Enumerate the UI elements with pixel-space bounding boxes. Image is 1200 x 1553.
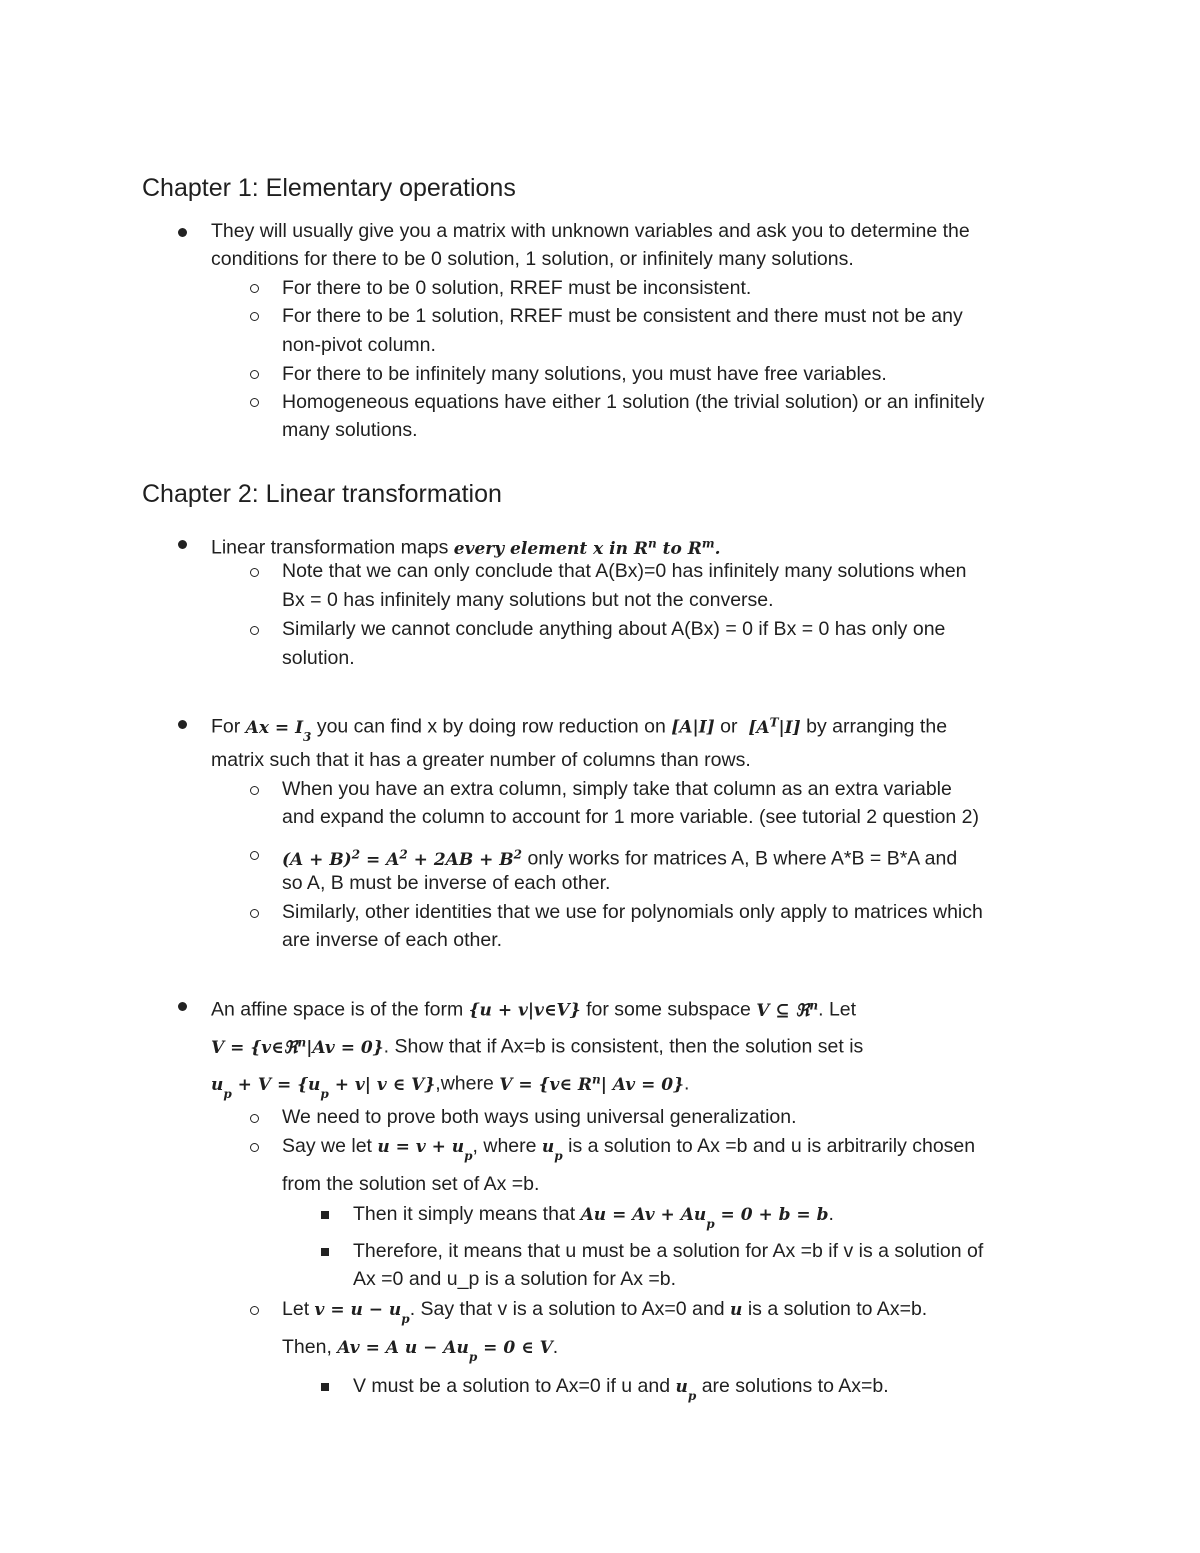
text: . bbox=[552, 1336, 559, 1358]
ch2-linear-map-line bbox=[211, 531, 721, 561]
ch2-sub-line: so A, B must be inverse of each other. bbox=[282, 872, 611, 894]
text: you can find x by doing row reduction on bbox=[316, 715, 666, 738]
ch2-sub-line bbox=[282, 1297, 927, 1331]
math-expression: [A|I] bbox=[671, 717, 715, 738]
chapter-2-heading: Chapter 2: Linear transformation bbox=[142, 480, 502, 508]
bullet-icon bbox=[178, 1002, 187, 1011]
ch1-sub-line: For there to be 0 solution, RREF must be inconsistent. bbox=[282, 277, 752, 299]
ch2-affine-line bbox=[211, 1030, 863, 1060]
math-expression: $u_p + V = \{u_p + v|$ v ∈ V} bbox=[211, 1074, 436, 1101]
math-expression: $(A + B)^2 = A^2 + 2AB + B^2$ bbox=[282, 847, 523, 870]
ch2-sub-line: Similarly, other identities that we use for polynomials only apply to matrices which bbox=[282, 901, 983, 923]
math-expression: $u_p$ bbox=[541, 1137, 563, 1163]
sub-sub-bullet-icon bbox=[321, 1248, 329, 1256]
ch2-subsub-line: Ax =0 and u_p is a solution for Ax =b. bbox=[353, 1268, 677, 1290]
ch1-sub-line: many solutions. bbox=[282, 419, 418, 441]
math-expression: $[A^T|I]$ bbox=[748, 715, 801, 738]
sub-bullet-icon bbox=[250, 786, 259, 795]
ch2-subsub-line bbox=[353, 1374, 889, 1408]
ch2-sub-line: are inverse of each other. bbox=[282, 929, 503, 951]
ch2-sub-line bbox=[282, 1335, 558, 1369]
ch2-inverse-line bbox=[211, 710, 947, 749]
math-expression: {u + v|v∈V} bbox=[468, 1000, 581, 1021]
math-expression: $u_p$ bbox=[675, 1377, 697, 1403]
bullet-icon bbox=[178, 720, 187, 729]
math-expression: V = {v∈ℜ$^n$|Av = 0} bbox=[211, 1035, 384, 1058]
ch2-sub-line: and expand the column to account for 1 more variable. (see tutorial 2 question 2) bbox=[282, 806, 979, 828]
text: is a solution to Ax=b. bbox=[747, 1298, 928, 1320]
ch2-sub-line: solution. bbox=[282, 647, 355, 669]
sub-sub-bullet-icon bbox=[321, 1383, 329, 1391]
text: Say we let bbox=[282, 1135, 372, 1157]
ch2-subsub-line: Therefore, it means that u must be a solution for Ax =b if v is a solution of bbox=[353, 1240, 984, 1262]
sub-bullet-icon bbox=[250, 626, 259, 635]
ch2-line: matrix such that it has a greater number of columns than rows. bbox=[211, 749, 751, 771]
sub-bullet-icon bbox=[250, 312, 259, 321]
math-expression: $v = u - u_p$ bbox=[314, 1300, 410, 1326]
math-expression: $Ax = I_3$ bbox=[245, 717, 312, 744]
ch2-subsub-line bbox=[353, 1202, 834, 1236]
text: . Say that v is a solution to Ax=0 and bbox=[409, 1298, 725, 1320]
text: are solutions to Ax=b. bbox=[701, 1375, 889, 1397]
text: . Show that if Ax=b is consistent, then the solution set is bbox=[383, 1035, 864, 1058]
text: only works for matrices A, B where A*B = B*A and bbox=[527, 847, 958, 870]
ch1-sub-line: For there to be 1 solution, RREF must be consistent and there must not be any bbox=[282, 305, 963, 327]
sub-bullet-icon bbox=[250, 1114, 259, 1123]
text: . bbox=[684, 1072, 690, 1095]
text: . Let bbox=[818, 998, 857, 1021]
sub-bullet-icon bbox=[250, 398, 259, 407]
ch2-sub-line: Bx = 0 has infinitely many solutions but not the converse. bbox=[282, 589, 774, 611]
text: , where bbox=[472, 1135, 537, 1157]
text: Then, bbox=[282, 1336, 332, 1358]
ch2-sub-line: Similarly we cannot conclude anything about A(Bx) = 0 if Bx = 0 has only one bbox=[282, 618, 946, 640]
text: Linear transformation maps bbox=[211, 536, 449, 559]
sub-bullet-icon bbox=[250, 370, 259, 379]
ch1-bullet-line: They will usually give you a matrix with unknown variables and ask you to determine the bbox=[211, 220, 970, 242]
sub-bullet-icon bbox=[250, 1143, 259, 1152]
text: or bbox=[720, 715, 738, 738]
ch2-sub-line: from the solution set of Ax =b. bbox=[282, 1173, 540, 1195]
text: Let bbox=[282, 1298, 310, 1320]
math-expression: every element x in $R^n$ to $R^m$. bbox=[453, 536, 721, 559]
math-expression: u bbox=[730, 1300, 743, 1320]
ch1-sub-line: For there to be infinitely many solutions, you must have free variables. bbox=[282, 363, 887, 385]
math-expression: V ⊆ ℜ$^n$ bbox=[756, 998, 819, 1021]
text: . bbox=[828, 1203, 834, 1225]
ch2-sub-line: We need to prove both ways using universal generalization. bbox=[282, 1106, 797, 1128]
ch1-bullet-line: conditions for there to be 0 solution, 1 solution, or infinitely many solutions. bbox=[211, 248, 854, 270]
text: ,where bbox=[435, 1072, 494, 1095]
sub-bullet-icon bbox=[250, 284, 259, 293]
bullet-icon bbox=[178, 540, 187, 549]
ch2-sub-line bbox=[282, 1134, 975, 1168]
bullet-icon bbox=[178, 228, 187, 237]
ch2-square-line bbox=[282, 842, 957, 872]
text: For bbox=[211, 715, 241, 738]
sub-sub-bullet-icon bbox=[321, 1211, 329, 1219]
text: for some subspace bbox=[586, 998, 751, 1021]
ch2-sub-line: Note that we can only conclude that A(Bx)=0 has infinitely many solutions when bbox=[282, 560, 967, 582]
text: by arranging the bbox=[806, 715, 948, 738]
text: An affine space is of the form bbox=[211, 998, 464, 1021]
ch1-sub-line: non-pivot column. bbox=[282, 334, 436, 356]
ch2-affine-line bbox=[211, 993, 856, 1023]
math-expression: $u = v + u_p$ bbox=[377, 1137, 473, 1163]
math-expression: Av = A $u - Au_p = 0$ ∈ V bbox=[337, 1338, 553, 1364]
sub-bullet-icon bbox=[250, 909, 259, 918]
sub-bullet-icon bbox=[250, 568, 259, 577]
chapter-1-heading: Chapter 1: Elementary operations bbox=[142, 174, 516, 202]
text: V must be a solution to Ax=0 if u and bbox=[353, 1375, 671, 1397]
math-expression: V = {v∈ $R^n|$ Av = 0} bbox=[499, 1072, 685, 1095]
sub-bullet-icon bbox=[250, 1306, 259, 1315]
text: Then it simply means that bbox=[353, 1203, 576, 1225]
text: is a solution to Ax =b and u is arbitrarily chosen bbox=[568, 1135, 976, 1157]
sub-bullet-icon bbox=[250, 851, 259, 860]
math-expression: $Au = Av + Au_p = 0 + b = b$ bbox=[580, 1205, 829, 1231]
ch2-sub-line: When you have an extra column, simply take that column as an extra variable bbox=[282, 778, 952, 800]
ch1-sub-line: Homogeneous equations have either 1 solution (the trivial solution) or an infinitely bbox=[282, 391, 985, 413]
ch2-affine-line bbox=[211, 1067, 689, 1106]
